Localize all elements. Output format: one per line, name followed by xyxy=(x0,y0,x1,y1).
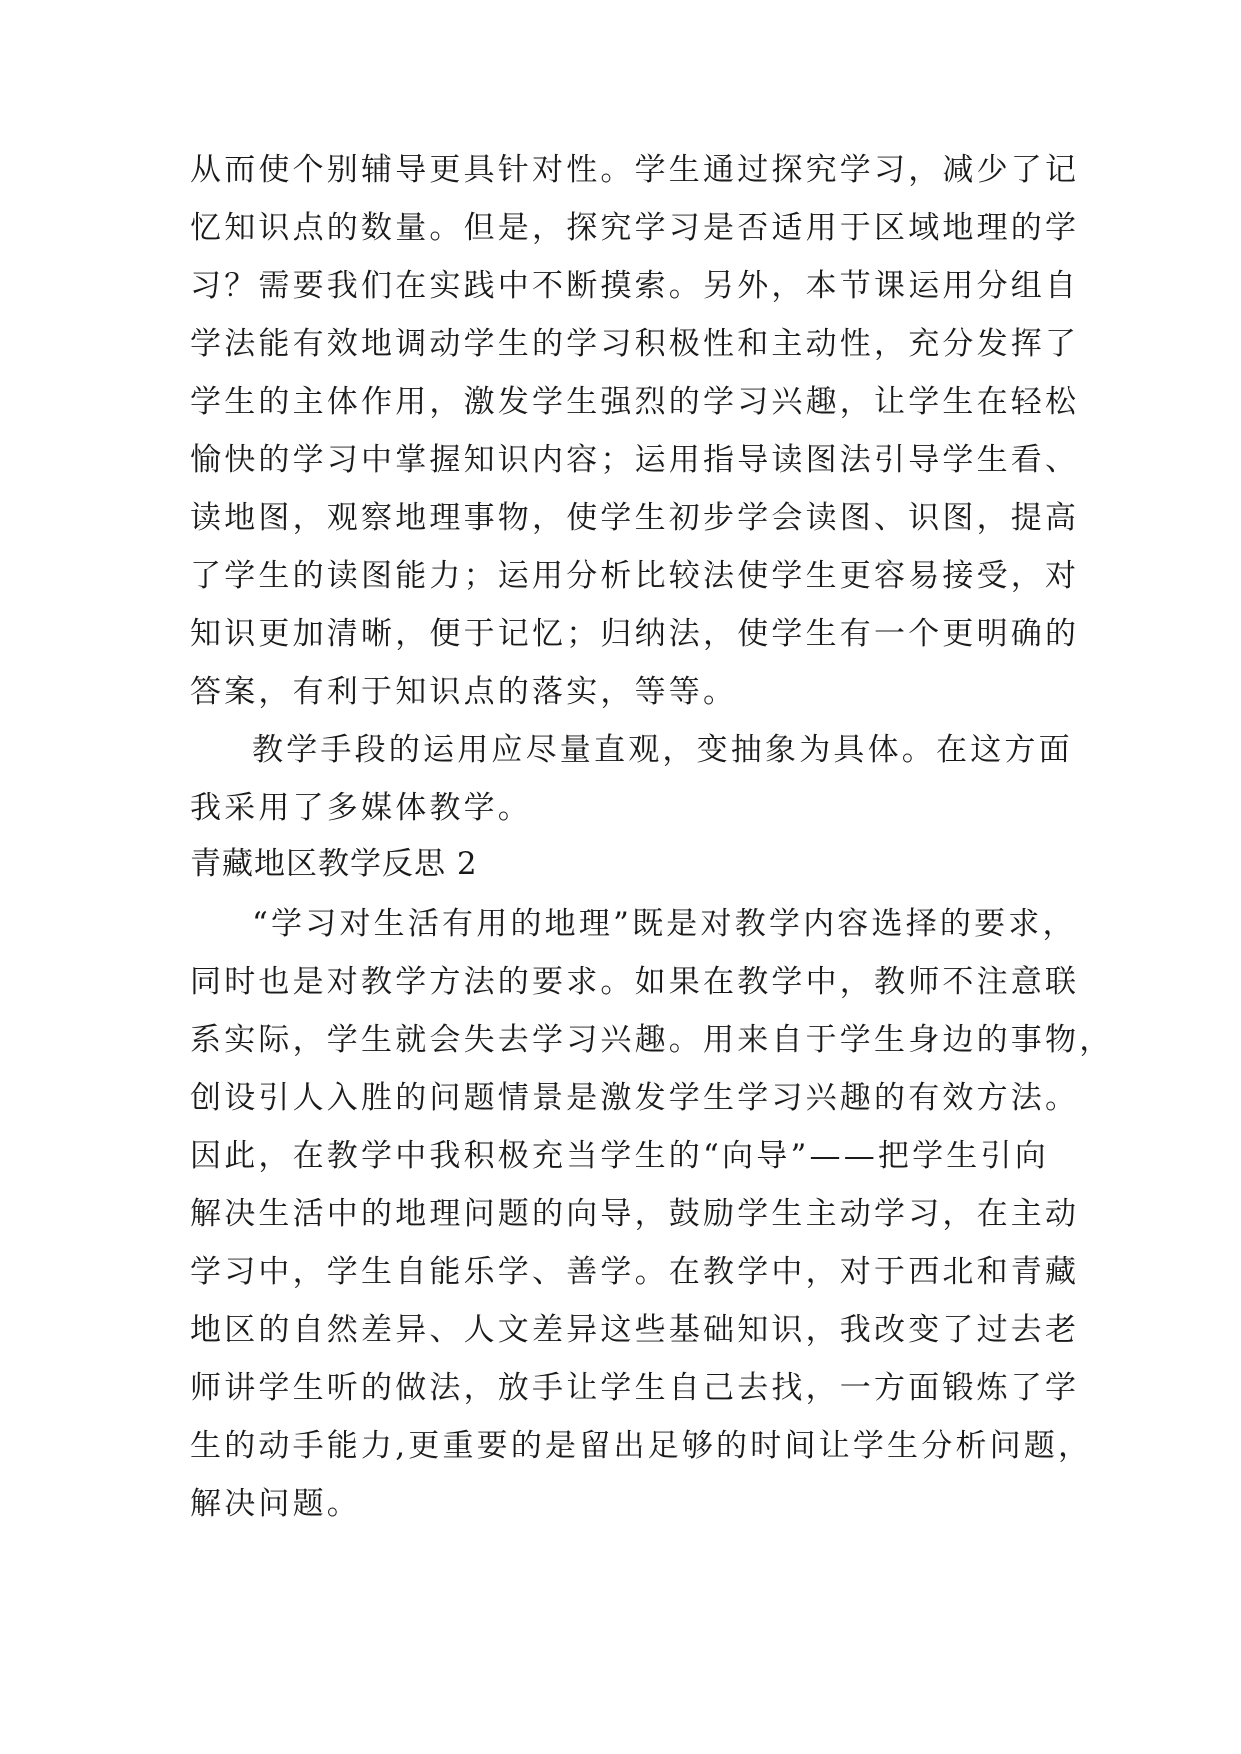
paragraph-1-line: 忆知识点的数量。但是，探究学习是否适用于区域地理的学 xyxy=(190,210,1080,246)
section-heading: 青藏地区教学反思 2 xyxy=(190,846,478,882)
paragraph-3-line: 同时也是对教学方法的要求。如果在教学中，教师不注意联 xyxy=(190,964,1080,1000)
paragraph-3-line: 解决生活中的地理问题的向导，鼓励学生主动学习，在主动 xyxy=(190,1196,1080,1232)
paragraph-1-line: 习？需要我们在实践中不断摸索。另外，本节课运用分组自 xyxy=(190,268,1080,304)
paragraph-3-line: “学习对生活有用的地理”既是对教学内容选择的要求， xyxy=(252,906,1077,942)
paragraph-2-line: 教学手段的运用应尽量直观，变抽象为具体。在这方面 xyxy=(252,732,1073,768)
paragraph-3-line: 地区的自然差异、人文差异这些基础知识，我改变了过去老 xyxy=(190,1312,1080,1348)
paragraph-2-line: 我采用了多媒体教学。 xyxy=(190,790,532,826)
paragraph-1-line: 学法能有效地调动学生的学习积极性和主动性，充分发挥了 xyxy=(190,326,1080,362)
paragraph-3-line: 解决问题。 xyxy=(190,1486,361,1522)
paragraph-1-line: 读地图，观察地理事物，使学生初步学会读图、识图，提高 xyxy=(190,500,1080,536)
paragraph-3-line: 系实际，学生就会失去学习兴趣。用来自于学生身边的事物， xyxy=(190,1022,1114,1058)
paragraph-3-line: 因此，在教学中我积极充当学生的“向导”——把学生引向 xyxy=(190,1138,1049,1174)
paragraph-3-line: 生的动手能力,更重要的是留出足够的时间让学生分析问题， xyxy=(190,1428,1093,1464)
paragraph-3-line: 师讲学生听的做法，放手让学生自己去找，一方面锻炼了学 xyxy=(190,1370,1080,1406)
paragraph-1-line: 从而使个别辅导更具针对性。学生通过探究学习，减少了记 xyxy=(190,152,1080,188)
paragraph-1-line: 了学生的读图能力；运用分析比较法使学生更容易接受，对 xyxy=(190,558,1080,594)
paragraph-1-line: 学生的主体作用，激发学生强烈的学习兴趣，让学生在轻松 xyxy=(190,384,1080,420)
paragraph-3-line: 创设引人入胜的问题情景是激发学生学习兴趣的有效方法。 xyxy=(190,1080,1080,1116)
paragraph-3-line: 学习中，学生自能乐学、善学。在教学中，对于西北和青藏 xyxy=(190,1254,1080,1290)
paragraph-1-line: 答案，有利于知识点的落实，等等。 xyxy=(190,674,738,710)
paragraph-1-line: 愉快的学习中掌握知识内容；运用指导读图法引导学生看、 xyxy=(190,442,1080,478)
paragraph-1-line: 知识更加清晰，便于记忆；归纳法，使学生有一个更明确的 xyxy=(190,616,1080,652)
